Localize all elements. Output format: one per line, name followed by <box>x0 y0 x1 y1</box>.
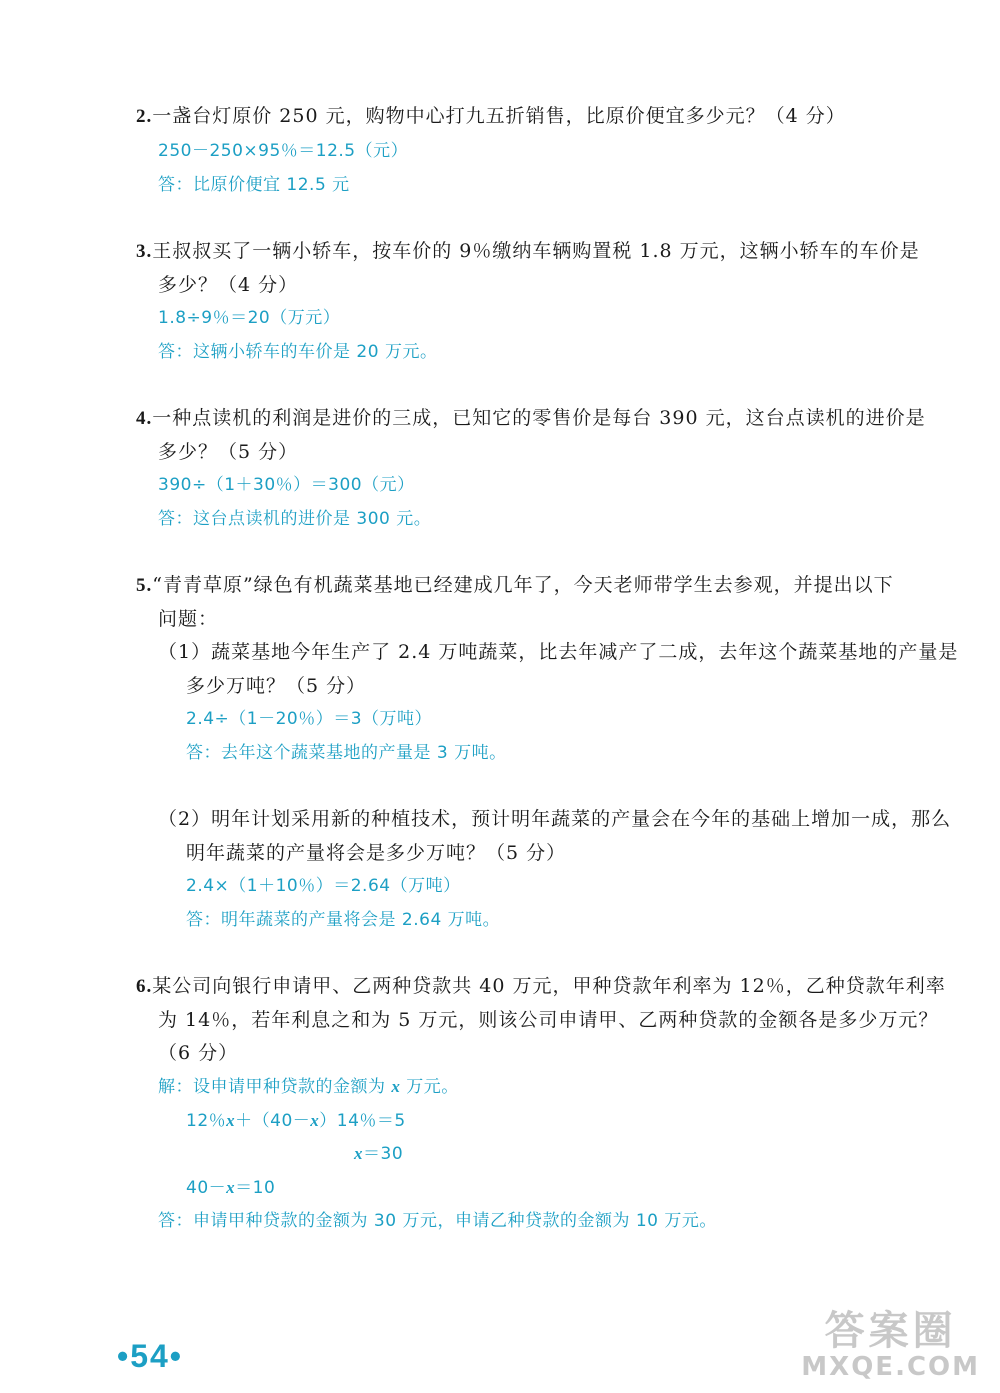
q5-text-line1: 5.“青青草原”绿色有机蔬菜基地已经建成几年了，今天老师带学生去参观，并提出以下 <box>136 574 894 596</box>
q5-sub2-text-line1: （2）明年计划采用新的种植技术，预计明年蔬菜的产量会在今年的基础上增加一成，那么 <box>158 808 952 830</box>
q5-number: 5. <box>136 575 153 596</box>
watermark-url: MXQE.COM <box>801 1352 980 1382</box>
q5-sub2-text-line2: 明年蔬菜的产量将会是多少万吨？（5 分） <box>186 842 567 864</box>
q6-text-line2: 为 14％，若年利息之和为 5 万元，则该公司申请甲、乙两种贷款的金额各是多少万元？ <box>158 1009 939 1031</box>
q6-equation-2: x＝30 <box>354 1144 404 1164</box>
q6-solve-setup: 解：设申请甲种贷款的金额为 x 万元。 <box>158 1077 459 1097</box>
q6-answer: 答：申请甲种贷款的金额为 30 万元，申请乙种贷款的金额为 10 万元。 <box>158 1211 717 1231</box>
q5-sub2-calc: 2.4×（1＋10％）＝2.64（万吨） <box>186 876 461 896</box>
watermark <box>801 1309 980 1381</box>
q4-text-line2: 多少？（5 分） <box>158 441 299 463</box>
q2-number: 2. <box>136 106 153 127</box>
q6-equation-1: 12％x＋（40－x）14％＝5 <box>186 1111 406 1131</box>
q3-text-line1: 3.王叔叔买了一辆小轿车，按车价的 9％缴纳车辆购置税 1.8 万元，这辆小轿车的车价是 <box>136 240 920 262</box>
q5-sub1-answer: 答：去年这个蔬菜基地的产量是 3 万吨。 <box>186 743 507 763</box>
q4-answer: 答：这台点读机的进价是 300 元。 <box>158 509 432 529</box>
q5-sub1-text-line2: 多少万吨？（5 分） <box>186 675 367 697</box>
q6-text-line3: （6 分） <box>158 1042 239 1064</box>
q4-calc: 390÷（1＋30％）＝300（元） <box>158 475 415 495</box>
q2-text: 2.一盏台灯原价 250 元，购物中心打九五折销售，比原价便宜多少元？（4 分） <box>136 105 846 127</box>
q5-sub1-calc: 2.4÷（1－20％）＝3（万吨） <box>186 709 433 729</box>
watermark-logo-text: 答案圈 <box>824 1308 957 1354</box>
q4-number: 4. <box>136 408 153 429</box>
q4-text-line1: 4.一种点读机的利润是进价的三成，已知它的零售价是每台 390 元，这台点读机的进价是 <box>136 407 926 429</box>
q3-answer: 答：这辆小轿车的车价是 20 万元。 <box>158 342 438 362</box>
q2-answer: 答：比原价便宜 12.5 元 <box>158 175 350 195</box>
q6-number: 6. <box>136 976 153 997</box>
q3-calc: 1.8÷9％＝20（万元） <box>158 308 341 328</box>
q3-text-line2: 多少？（4 分） <box>158 274 299 296</box>
q6-variable: x <box>391 1077 401 1096</box>
q3-number: 3. <box>136 241 153 262</box>
q5-text-line2: 问题： <box>158 608 219 630</box>
q6-text-line1: 6.某公司向银行申请甲、乙两种贷款共 40 万元，甲种贷款年利率为 12％，乙种贷款年利率 <box>136 975 946 997</box>
q5-sub2-answer: 答：明年蔬菜的产量将会是 2.64 万吨。 <box>186 910 501 930</box>
q2-calc: 250－250×95％＝12.5（元） <box>158 141 409 161</box>
q5-sub1-text-line1: （1）蔬菜基地今年生产了 2.4 万吨蔬菜，比去年减产了二成，去年这个蔬菜基地的产量是 <box>158 641 959 663</box>
page-number: •54• <box>117 1338 183 1374</box>
q6-equation-3: 40－x＝10 <box>186 1178 276 1198</box>
